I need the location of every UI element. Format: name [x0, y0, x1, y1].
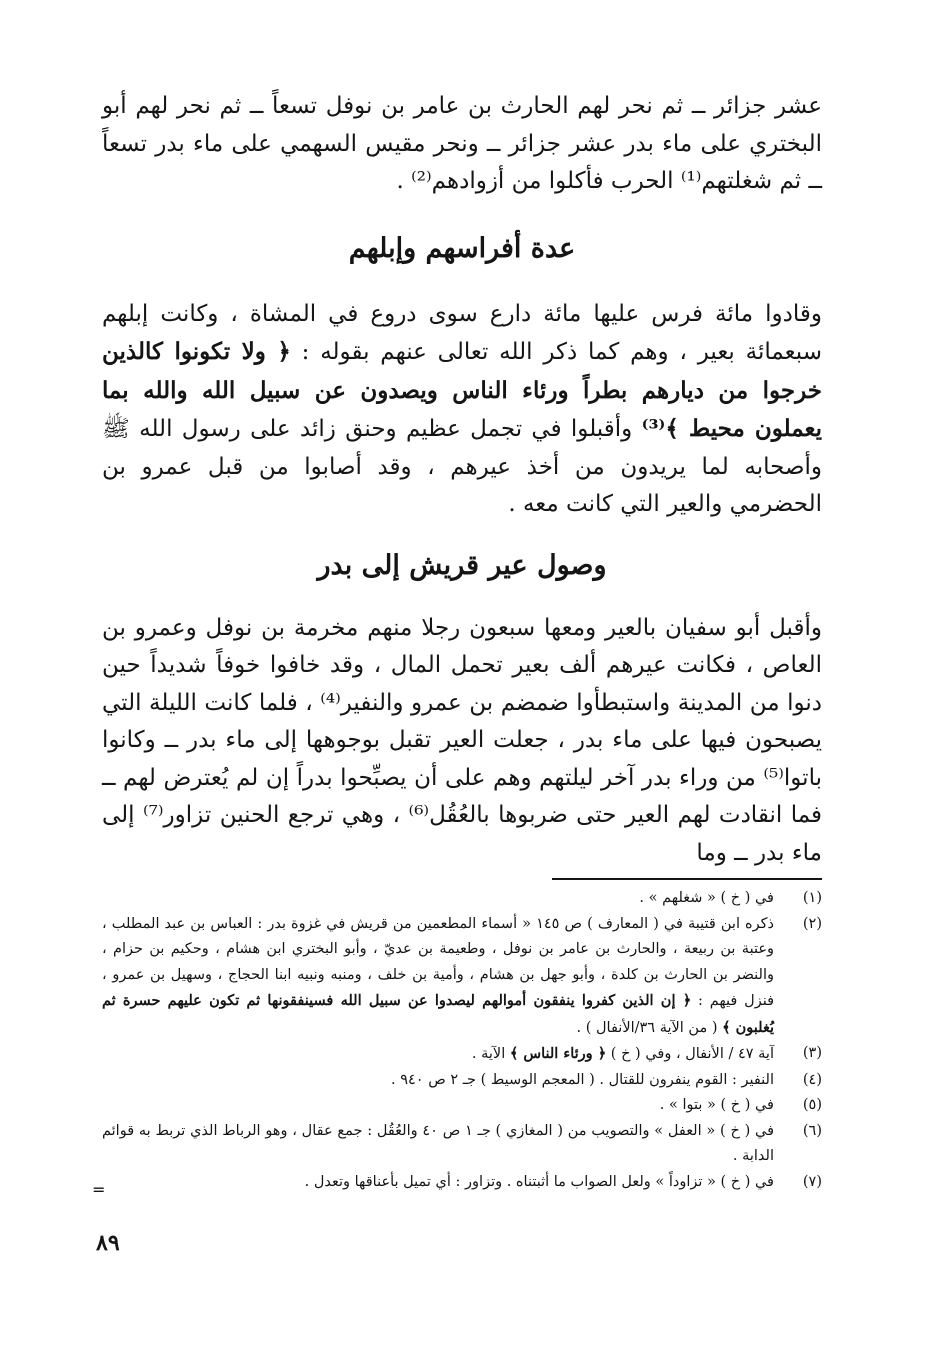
footnote-text: في ( خ ) « شغلهم » .: [639, 890, 774, 906]
page-body: [102, 88, 822, 1195]
footnote-7: [102, 1170, 822, 1196]
footnote-text-b: ( من الآية ٣٦/الأنفال ) .: [576, 1019, 723, 1036]
footnote-text: النفير : القوم ينفرون للقتال . ( المعجم الوسيط ) جـ ٢ ص ٩٤٠ .: [391, 1071, 774, 1088]
footnote-5: [102, 1093, 822, 1119]
section-heading-horses-camels: عدة أفراسهم وإبلهم: [348, 232, 576, 264]
footnote-text-b: الآية .: [471, 1046, 510, 1062]
footnote-number: (١): [802, 890, 822, 906]
section-heading-caravan-arrival: وصول عير قريش إلى بدر: [317, 549, 607, 581]
footnote-text: [102, 912, 774, 1042]
footnote-number: (٧): [802, 1173, 822, 1190]
footnote-continuation-mark: =: [92, 1180, 106, 1199]
paragraph-1: عشر جزائر ــ ثم نحر لهم الحارث بن عامر بن نوفل تسعاً ــ ثم نحر لهم أبو البختري على ماء بدر عشر جزائر ــ ونحر مقيس السهمي على ماء بدر تسعاً ــ ثم شغلتهم⁽¹⁾ الحرب فأكلوا من أزوادهم⁽²⁾ .: [102, 93, 822, 194]
page-number: ٨٩: [96, 1230, 120, 1256]
footnote-text: في ( خ ) « تزاوداً » ولعل الصواب ما أثبتناه . وتزاور : أي تميل بأعناقها وتعدل .: [304, 1173, 774, 1190]
footnote-4: [102, 1068, 822, 1094]
footnote-1: [102, 886, 822, 912]
footnote-6: [102, 1119, 822, 1170]
footnote-text-a: آية ٤٧ / الأنفال ، وفي ( خ ): [606, 1046, 774, 1062]
footnote-text-a: ذكره ابن قتيبة في ( المعارف ) ص ١٤٥ « أسماء المطعمين من قريش في غزوة بدر : العباس بن عبد المطلب ، وعتبة بن ربيعة ، والحارث بن عامر بن نوفل ، وطعيمة بن عديّ ، وأبو البختري ابن هشام ، وحكيم بن حزام ، والنضر بن الحارث بن كلدة ، وأبو جهل بن هشام ، وأمية بن خلف ، ومنبه ونبيه ابنا الحجاج ، وسهيل بن عمرو ، فنزل فيهم :: [102, 915, 774, 1009]
footnote-separator: [552, 878, 822, 880]
footnote-number: (٥): [802, 1097, 822, 1113]
footnote-2: [102, 912, 822, 1042]
footnote-number: (٢): [802, 915, 822, 932]
paragraph-2: [102, 296, 822, 524]
quran-quote: ﴿ ولا تكونوا كالذين خرجوا من ديارهم بطراً ورئاء الناس ويصدون عن سبيل الله والله بما يعملون محيط ﴾⁽³⁾: [102, 338, 823, 442]
footnote-number: (٦): [802, 1122, 822, 1139]
footnotes: [102, 886, 822, 1195]
footnote-number: (٤): [802, 1071, 822, 1088]
footnote-quote: ﴿ إن الذين كفروا ينفقون أموالهم ليصدوا عن سبيل الله فسينفقونها ثم تكون عليهم حسرة ثم يُغلبون ﴾: [102, 992, 774, 1036]
footnote-number: (٣): [802, 1045, 822, 1061]
footnote-text: في ( خ ) « العفل » والتصويب من ( المغازي ) جـ ١ ص ٤٠ والعُقُل : جمع عقال ، وهو الرباط الذي تربط به قوائم الدابة .: [102, 1122, 775, 1164]
paragraph-2-text-b: وأقبلوا في تجمل عظيم وحنق زائد على رسول الله ﷺ وأصحابه لما يريدون من أخذ عيرهم ، وقد أصابوا من قبل عمرو بن الحضرمي والعير التي كانت معه .: [102, 416, 822, 517]
footnote-text: في ( خ ) « بتوا » .: [659, 1097, 774, 1113]
footnote-3: [102, 1041, 822, 1068]
paragraph-2-text-a: وقادوا مائة فرس عليها مائة دارع سوى دروع في المشاة ، وكانت إبلهم سبعمائة بعير ، وهم كما ذكر الله تعالى عنهم بقوله :: [102, 300, 822, 365]
footnote-text: [102, 1041, 774, 1068]
footnote-quote: ﴿ ورئاء الناس ﴾: [509, 1045, 607, 1062]
paragraph-3: وأقبل أبو سفيان بالعير ومعها سبعون رجلا منهم مخرمة بن نوفل وعمرو بن العاص ، فكانت عيرهم ألف بعير تحمل المال ، وقد خافوا خوفاً شديداً حين دنوا من المدينة واستبطأوا ضمضم بن عمرو والنفير⁽⁴⁾ ، فلما كانت الليلة التي يصبحون فيها على ماء بدر ، جعلت العير تقبل بوجوهها إلى ماء بدر ــ وكانوا باتوا⁽⁵⁾ من وراء بدر آخر ليلتهم وهم على أن يصبِّحوا بدراً إن لم يُعترض لهم ــ فما انقادت لهم العير حتى ضربوها بالعُقُل⁽⁶⁾ ، وهي ترجع الحنين تزاور⁽⁷⁾ إلى ماء بدر ــ وما: [102, 614, 822, 866]
